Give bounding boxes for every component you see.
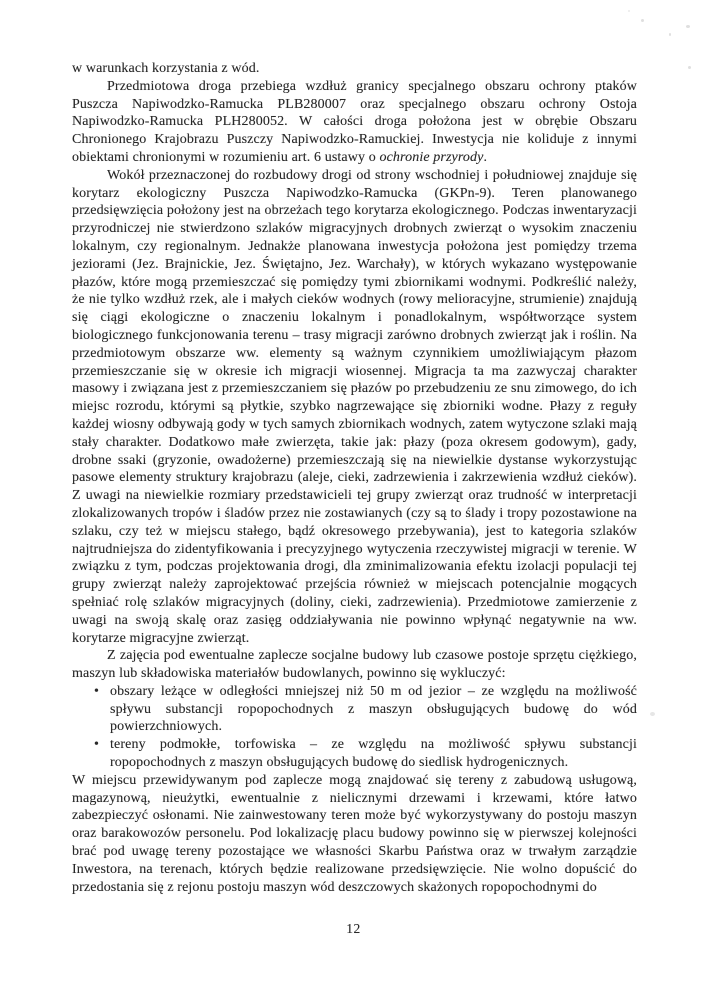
scan-speck	[628, 10, 630, 12]
page-number: 12	[346, 921, 361, 936]
text-block	[72, 60, 637, 896]
scan-speck	[669, 33, 671, 36]
scan-speck	[688, 66, 691, 69]
paragraph-ecological-corridor: Wokół przeznaczonej do rozbudowy drogi od strony wschodniej i południowej znajduje się korytarz ekologiczny Puszcza Napiwodzko-Ramucka (GKPn-9). Teren planowanego przedsięwzięcia położony jest na obrzeżach tego korytarza ekologicznego. Podczas inwentaryzacji przyrodniczej nie stwierdzono szlaków migracyjnych drobnych zwierząt o wysokim znaczeniu lokalnym, czy regionalnym. Jednakże planowana inwestycja położona jest pomiędzy trzema jeziorami (Jez. Brajnickie, Jez. Świętajno, Jez. Warchały), w których wykazano występowanie płazów, które mogą przemieszczać się pomiędzy tymi zbiornikami wodnymi. Podkreślić należy, że nie tylko wzdłuż rzek, ale i małych cieków wodnych (rowy melioracyjne, strumienie) znajdują się ciągi ekologiczne o znaczeniu lokalnym i ponadlokalnym, współtworzące system biologicznego funkcjonowania terenu – trasy migracji zarówno drobnych zwierząt jak i roślin. Na przedmiotowym obszarze ww. elementy są ważnym czynnikiem umożliwiającym płazom przemieszczanie się w okresie ich migracji wiosennej. Migracja ta ma zazwyczaj charakter masowy i związana jest z przemieszczaniem się płazów po przebudzeniu ze snu zimowego, do ich miejsc rozrodu, którymi są płytkie, szybko nagrzewające się zbiorniki wodne. Płazy z reguły każdej wiosny odbywają gody w tych samych zbiornikach wodnych, zatem wytyczone szlaki mają stały charakter. Dodatkowo małe zwierzęta, takie jak: płazy (poza okresem godowym), gady, drobne ssaki (gryzonie, owadożerne) przemieszczają się na niewielkie dystanse wykorzystując pasowe elementy struktury krajobrazu (aleje, cieki, zadrzewienia i zakrzewienia wzdłuż cieków). Z uwagi na niewielkie rozmiary przedstawicieli tej grupy zwierząt oraz trudność w interpretacji zlokalizowanych tropów i śladów przez nie zostawianych (czy są to ślady i tropy pozostawione na szlaku, czy też w miejscu stałego, bądź okresowego przebywania), jest to kategoria szlaków najtrudniejsza do zidentyfikowania i precyzyjnego wytyczenia rzeczywistej migracji w terenie. W związku z tym, podczas projektowania drogi, dla zminimalizowania efektu izolacji populacji tej grupy zwierząt należy zaprojektować przejścia również w miejscach potencjalnie mogących spełniać rolę szlaków migracyjnych (doliny, cieki, zadrzewienia). Przedmiotowe zamierzenie z uwagi na swoją skalę oraz zasięg oddziaływania nie powinno wpłynąć negatywnie na ww. korytarze migracyjne zwierząt.	[72, 167, 637, 646]
paragraph-text: Przedmiotowa droga przebiega wzdłuż granicy specjalnego obszaru ochrony ptaków Puszcza Napiwodzko-Ramucka PLB280007 oraz specjalnego obszaru ochrony Ostoja Napiwodzko-Ramucka PLH280052. W całości droga położona jest w obrębie Obszaru Chronionego Krajobrazu Puszczy Napiwodzko-Ramuckiej. Inwestycja nie koliduje z innymi obiektami chronionymi w rozumieniu art. 6 ustawy o	[72, 78, 637, 165]
italic-law-title: ochronie przyrody	[379, 149, 484, 165]
bullet-list	[72, 683, 637, 772]
bullet-item-wetlands: • tereny podmokłe, torfowiska – ze względu na możliwość spływu substancji ropopochodnych z maszyn obsługujących budowę do siedlisk hydrogenicznych.	[110, 736, 637, 772]
paragraph-exclusions-intro: Z zajęcia pod ewentualne zaplecze socjalne budowy lub czasowe postoje sprzętu ciężkiego, maszyn lub składowiska materiałów budowlanych, powinno się wykluczyć:	[72, 648, 637, 682]
paragraph-site-facilities: W miejscu przewidywanym pod zaplecze mogą znajdować się tereny z zabudową usługową, magazynową, nieużytki, ewentualnie z nielicznymi drzewami i krzewami, które łatwo zabezpieczyć osłonami. Nie zainwestowany teren może być wykorzystywany do postoju maszyn oraz barakowozów personelu. Pod lokalizację placu budowy powinno się w pierwszej kolejności brać pod uwagę tereny pozostające we własności Skarbu Państwa oraz w trwałym zarządzie Inwestora, na terenach, których będzie realizowane przedsięwzięcie. Nie wolno dopuścić do przedostania się z rejonu postoju maszyn wód deszczowych skażonych ropopochodnymi do	[72, 772, 637, 895]
scan-speck	[686, 25, 690, 28]
paragraph-text: .	[483, 149, 488, 165]
paragraph-continuation: w warunkach korzystania z wód.	[72, 61, 260, 76]
bullet-item-lakes: • obszary leżące w odległości mniejszej niż 50 m od jezior – ze względu na możliwość spływu substancji ropopochodnych z maszyn obsługujących budowę do wód powierzchniowych.	[110, 683, 637, 736]
scan-speck	[650, 712, 655, 716]
scan-speck	[641, 19, 644, 22]
paragraph-natura-areas	[72, 78, 637, 167]
